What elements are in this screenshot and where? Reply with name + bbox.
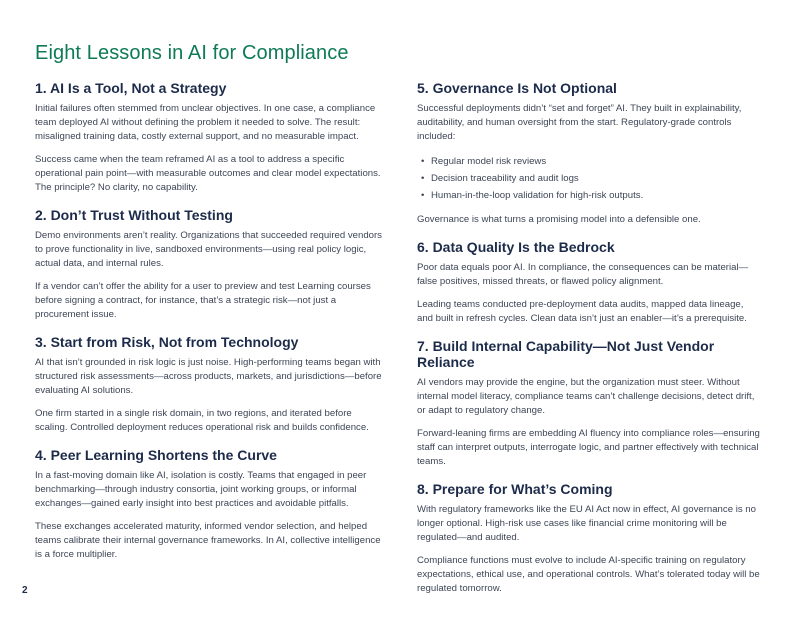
lesson-3 xyxy=(35,334,385,435)
lesson-paragraph: One firm started in a single risk domain, in two regions, and iterated before scaling. Controlled deployment reduces operational risk and builds confidence. xyxy=(35,408,369,433)
lesson-heading: 7. Build Internal Capability—Not Just Vendor Reliance xyxy=(417,338,715,370)
lesson-heading: 3. Start from Risk, Not from Technology xyxy=(35,334,299,350)
lesson-heading: 2. Don’t Trust Without Testing xyxy=(35,207,233,223)
lesson-1 xyxy=(35,80,385,195)
list-item: • Decision traceability and audit logs xyxy=(417,170,762,187)
lesson-5 xyxy=(417,80,762,227)
lesson-paragraph: If a vendor can’t offer the ability for a user to preview and test Learning courses before signing a contract, for instance, that’s a strategic risk—not just a procurement issue. xyxy=(35,281,371,320)
lesson-paragraph: AI that isn’t grounded in risk logic is just noise. High-performing teams began with structured risk assessments—across products, markets, and jurisdictions—before evaluating AI solutions. xyxy=(35,357,382,396)
lesson-7 xyxy=(417,338,762,469)
lesson-heading: 1. AI Is a Tool, Not a Strategy xyxy=(35,80,227,96)
right-column xyxy=(417,80,762,608)
controls-list xyxy=(417,153,762,204)
lesson-paragraph: Success came when the team reframed AI as a tool to address a specific operational pain point—with measurable outcomes and clear model expectations. The principle? No clarity, no capability. xyxy=(35,154,381,193)
list-item: • Regular model risk reviews xyxy=(417,153,762,170)
list-item: • Human-in-the-loop validation for high-risk outputs. xyxy=(417,187,762,204)
lesson-paragraph: With regulatory frameworks like the EU AI Act now in effect, AI governance is no longer optional. High-risk use cases like financial crime monitoring will be regulated—and audited. xyxy=(417,504,756,543)
lesson-paragraph: Leading teams conducted pre-deployment data audits, mapped data lineage, and built in refresh cycles. Clean data isn’t just an enabler—it’s a prerequisite. xyxy=(417,299,747,324)
lesson-6 xyxy=(417,239,762,326)
lesson-2 xyxy=(35,207,385,322)
lesson-4 xyxy=(35,447,385,562)
lesson-paragraph: Successful deployments didn’t “set and forget” AI. They built in explainability, auditability, and human oversight from the start. Regulatory-grade controls included: xyxy=(417,103,742,142)
lesson-paragraph: In a fast-moving domain like AI, isolation is costly. Teams that engaged in peer benchmarking—through industry consortia, joint working groups, or informal exchanges—gained early insight into best practices and avoidable pitfalls. xyxy=(35,470,367,509)
lesson-8 xyxy=(417,481,762,596)
lesson-heading: 5. Governance Is Not Optional xyxy=(417,80,617,96)
lesson-paragraph: AI vendors may provide the engine, but the organization must steer. Without internal model literacy, compliance teams can’t challenge decisions, detect drift, or adapt to regulatory change. xyxy=(417,377,755,416)
lesson-paragraph: Poor data equals poor AI. In compliance, the consequences can be material—false positives, missed threats, or flawed policy alignment. xyxy=(417,262,749,287)
lesson-heading: 8. Prepare for What’s Coming xyxy=(417,481,613,497)
lesson-heading: 4. Peer Learning Shortens the Curve xyxy=(35,447,277,463)
lesson-paragraph: These exchanges accelerated maturity, informed vendor selection, and helped teams calibrate their internal governance frameworks. In AI, collective intelligence is a force multiplier. xyxy=(35,521,381,560)
lesson-paragraph: Initial failures often stemmed from unclear objectives. In one case, a compliance team deployed AI without defining the problem it needed to solve. The result: misaligned training data, costly external support, and no measurable impact. xyxy=(35,103,376,142)
lesson-paragraph: Demo environments aren’t reality. Organizations that succeeded required vendors to prove functionality in live, sandboxed environments—using real policy logic, actual data, and internal rules. xyxy=(35,230,382,269)
left-column xyxy=(35,80,385,574)
lesson-paragraph: Governance is what turns a promising model into a defensible one. xyxy=(417,214,701,225)
lesson-paragraph: Forward-leaning firms are embedding AI fluency into compliance roles—ensuring staff can interpret outputs, interrogate logic, and partner effectively with technical teams. xyxy=(417,428,760,467)
lesson-heading: 6. Data Quality Is the Bedrock xyxy=(417,239,615,255)
lesson-paragraph: Compliance functions must evolve to include AI-specific training on regulatory expectations, ethical use, and operational controls. What’s tolerated today will be regulated tomorrow. xyxy=(417,555,760,594)
page-number: 2 xyxy=(22,585,28,596)
page-title: Eight Lessons in AI for Compliance xyxy=(35,42,349,64)
